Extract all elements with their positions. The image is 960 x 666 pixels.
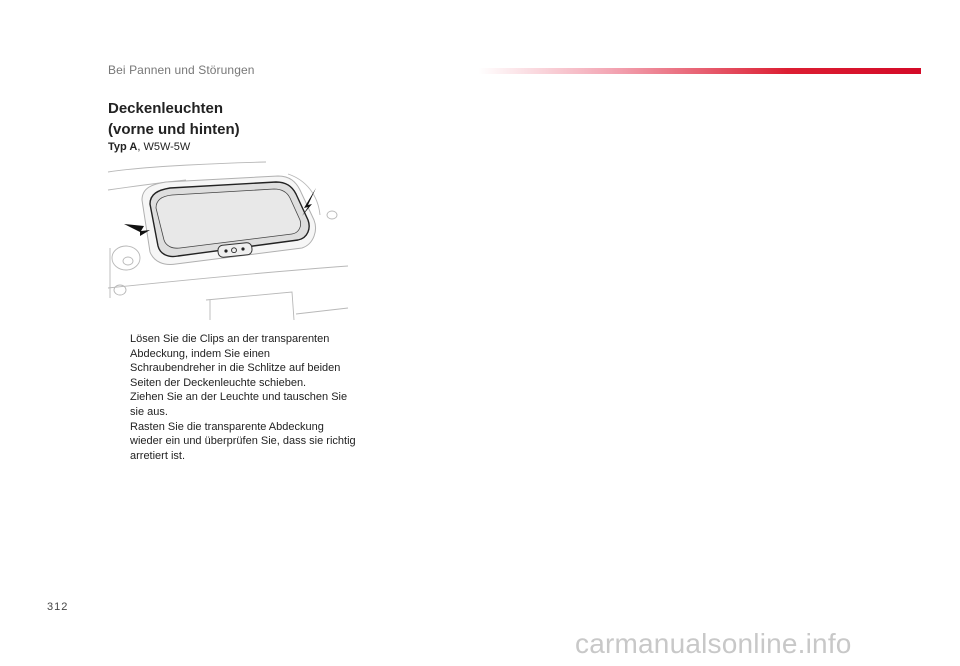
watermark: carmanualsonline.info [575, 628, 852, 659]
headliner-bottom-line [206, 292, 294, 320]
instruction-text: Lösen Sie die Clips an der transparenten Abdeckung, indem Sie einen Schraubendreher in die Schlitze auf beiden Seiten der Deckenleuchte schieben. [130, 333, 341, 389]
header-accent-bar [478, 68, 921, 74]
page-title [108, 98, 368, 140]
instruction-item [108, 420, 358, 464]
ceiling-light-housing [142, 176, 316, 265]
lamp-type-label: Typ A [108, 141, 138, 153]
handle-outer [112, 246, 140, 270]
instruction-text: Ziehen Sie an der Leuchte und tauschen Sie sie aus. [130, 391, 348, 418]
lamp-type-spec: , W5W-5W [137, 141, 191, 153]
page-number: 312 [47, 601, 69, 613]
title-line-2: (vorne und hinten) [108, 121, 240, 138]
headliner-lower-line [108, 266, 348, 288]
ceiling-light-illustration [106, 160, 352, 320]
light-switch-left [224, 249, 227, 252]
instruction-item [108, 390, 358, 419]
instruction-text: Rasten Sie die transparente Abdeckung wieder ein und überprüfen Sie, dass sie richtig arretiert ist. [130, 420, 356, 462]
handle-inner [123, 257, 133, 265]
headliner-bottom-right [296, 308, 348, 314]
light-switch-right [241, 247, 244, 250]
visor-clip-circle [327, 211, 337, 219]
headliner-line-top [108, 162, 266, 172]
lamp-type-line [108, 141, 190, 153]
instruction-list [108, 332, 358, 463]
header-section-title: Bei Pannen und Störungen [108, 63, 255, 77]
instruction-item [108, 332, 358, 390]
title-line-1: Deckenleuchten [108, 100, 224, 117]
